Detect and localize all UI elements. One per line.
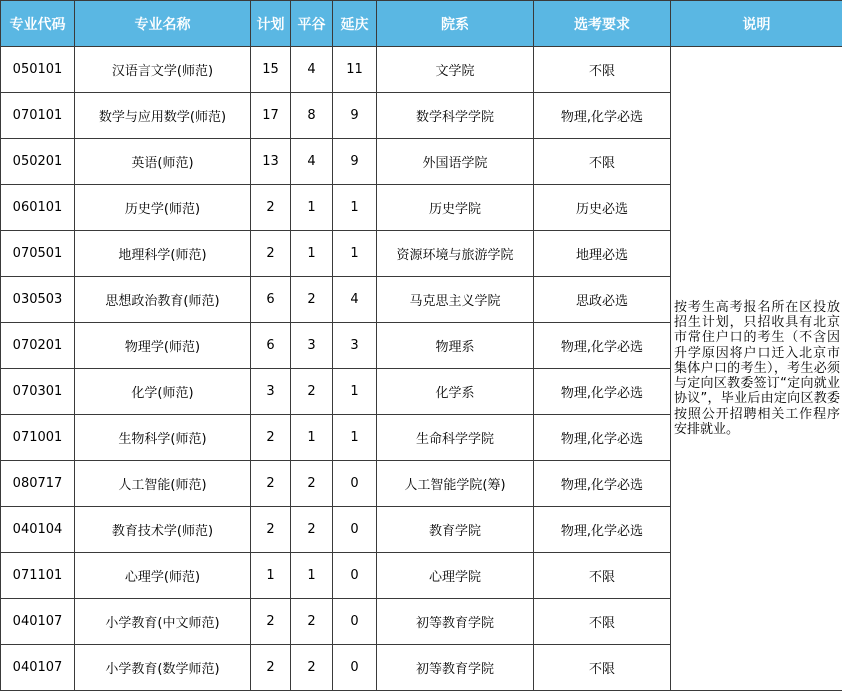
cell-name: 物理学(师范) (75, 323, 251, 369)
cell-pinggu: 2 (291, 277, 333, 323)
cell-pinggu: 2 (291, 507, 333, 553)
cell-yanqing: 0 (333, 507, 377, 553)
cell-requirement: 物理,化学必选 (534, 461, 671, 507)
cell-code: 070101 (1, 93, 75, 139)
cell-code: 040107 (1, 599, 75, 645)
table-row (1, 47, 842, 93)
cell-requirement: 不限 (534, 553, 671, 599)
cell-pinggu: 1 (291, 231, 333, 277)
cell-school: 初等教育学院 (377, 599, 534, 645)
cell-school: 资源环境与旅游学院 (377, 231, 534, 277)
cell-requirement: 物理,化学必选 (534, 507, 671, 553)
cell-school: 化学系 (377, 369, 534, 415)
cell-yanqing: 0 (333, 645, 377, 691)
cell-yanqing: 9 (333, 139, 377, 185)
cell-plan: 15 (251, 47, 291, 93)
cell-name: 人工智能(师范) (75, 461, 251, 507)
cell-name: 教育技术学(师范) (75, 507, 251, 553)
header-name: 专业名称 (75, 1, 251, 47)
cell-requirement: 物理,化学必选 (534, 369, 671, 415)
cell-name: 心理学(师范) (75, 553, 251, 599)
cell-code: 070201 (1, 323, 75, 369)
cell-yanqing: 3 (333, 323, 377, 369)
cell-requirement: 不限 (534, 47, 671, 93)
cell-plan: 2 (251, 461, 291, 507)
cell-school: 教育学院 (377, 507, 534, 553)
cell-pinggu: 2 (291, 599, 333, 645)
cell-pinggu: 2 (291, 645, 333, 691)
cell-requirement: 思政必选 (534, 277, 671, 323)
cell-plan: 3 (251, 369, 291, 415)
cell-name: 数学与应用数学(师范) (75, 93, 251, 139)
cell-name: 英语(师范) (75, 139, 251, 185)
cell-name: 生物科学(师范) (75, 415, 251, 461)
cell-plan: 2 (251, 599, 291, 645)
cell-requirement: 物理,化学必选 (534, 415, 671, 461)
header-code: 专业代码 (1, 1, 75, 47)
cell-code: 030503 (1, 277, 75, 323)
cell-requirement: 不限 (534, 139, 671, 185)
cell-yanqing: 0 (333, 461, 377, 507)
header-requirement: 选考要求 (534, 1, 671, 47)
cell-school: 历史学院 (377, 185, 534, 231)
cell-pinggu: 2 (291, 369, 333, 415)
cell-name: 小学教育(中文师范) (75, 599, 251, 645)
note-cell: 按考生高考报名所在区投放招生计划，只招收具有北京市常住户口的考生（不含因升学原因将户口迁入北京市集体户口的考生），考生必须与定向区教委签订“定向就业协议”，毕业后由定向区教委按照公开招聘相关工作程序安排就业。 (671, 47, 842, 691)
cell-school: 初等教育学院 (377, 645, 534, 691)
cell-name: 汉语言文学(师范) (75, 47, 251, 93)
cell-name: 历史学(师范) (75, 185, 251, 231)
cell-requirement: 物理,化学必选 (534, 323, 671, 369)
cell-name: 思想政治教育(师范) (75, 277, 251, 323)
cell-plan: 13 (251, 139, 291, 185)
table-body (1, 47, 842, 691)
cell-requirement: 不限 (534, 645, 671, 691)
cell-requirement: 物理,化学必选 (534, 93, 671, 139)
cell-pinggu: 4 (291, 47, 333, 93)
cell-yanqing: 9 (333, 93, 377, 139)
header-school: 院系 (377, 1, 534, 47)
cell-school: 心理学院 (377, 553, 534, 599)
cell-pinggu: 2 (291, 461, 333, 507)
cell-code: 060101 (1, 185, 75, 231)
cell-yanqing: 1 (333, 231, 377, 277)
cell-code: 050201 (1, 139, 75, 185)
cell-code: 070501 (1, 231, 75, 277)
cell-name: 化学(师范) (75, 369, 251, 415)
cell-requirement: 不限 (534, 599, 671, 645)
cell-code: 080717 (1, 461, 75, 507)
cell-school: 数学科学学院 (377, 93, 534, 139)
cell-school: 马克思主义学院 (377, 277, 534, 323)
cell-plan: 2 (251, 231, 291, 277)
cell-school: 物理系 (377, 323, 534, 369)
header-note: 说明 (671, 1, 842, 47)
cell-code: 070301 (1, 369, 75, 415)
cell-code: 071101 (1, 553, 75, 599)
cell-yanqing: 1 (333, 369, 377, 415)
cell-plan: 2 (251, 415, 291, 461)
cell-school: 生命科学学院 (377, 415, 534, 461)
cell-plan: 2 (251, 507, 291, 553)
cell-pinggu: 3 (291, 323, 333, 369)
cell-yanqing: 11 (333, 47, 377, 93)
cell-school: 文学院 (377, 47, 534, 93)
cell-code: 040107 (1, 645, 75, 691)
cell-pinggu: 4 (291, 139, 333, 185)
cell-yanqing: 1 (333, 185, 377, 231)
cell-code: 050101 (1, 47, 75, 93)
cell-plan: 1 (251, 553, 291, 599)
header-plan: 计划 (251, 1, 291, 47)
cell-name: 小学教育(数学师范) (75, 645, 251, 691)
cell-plan: 6 (251, 277, 291, 323)
cell-yanqing: 1 (333, 415, 377, 461)
cell-plan: 6 (251, 323, 291, 369)
table-header (1, 1, 842, 47)
cell-school: 人工智能学院(筹) (377, 461, 534, 507)
cell-plan: 17 (251, 93, 291, 139)
header-row (1, 1, 842, 47)
cell-pinggu: 1 (291, 553, 333, 599)
cell-code: 071001 (1, 415, 75, 461)
cell-school: 外国语学院 (377, 139, 534, 185)
cell-yanqing: 0 (333, 599, 377, 645)
cell-requirement: 历史必选 (534, 185, 671, 231)
cell-yanqing: 0 (333, 553, 377, 599)
cell-requirement: 地理必选 (534, 231, 671, 277)
cell-plan: 2 (251, 645, 291, 691)
cell-pinggu: 1 (291, 185, 333, 231)
header-yanqing: 延庆 (333, 1, 377, 47)
cell-name: 地理科学(师范) (75, 231, 251, 277)
cell-pinggu: 8 (291, 93, 333, 139)
cell-pinggu: 1 (291, 415, 333, 461)
cell-code: 040104 (1, 507, 75, 553)
cell-yanqing: 4 (333, 277, 377, 323)
cell-plan: 2 (251, 185, 291, 231)
header-pinggu: 平谷 (291, 1, 333, 47)
